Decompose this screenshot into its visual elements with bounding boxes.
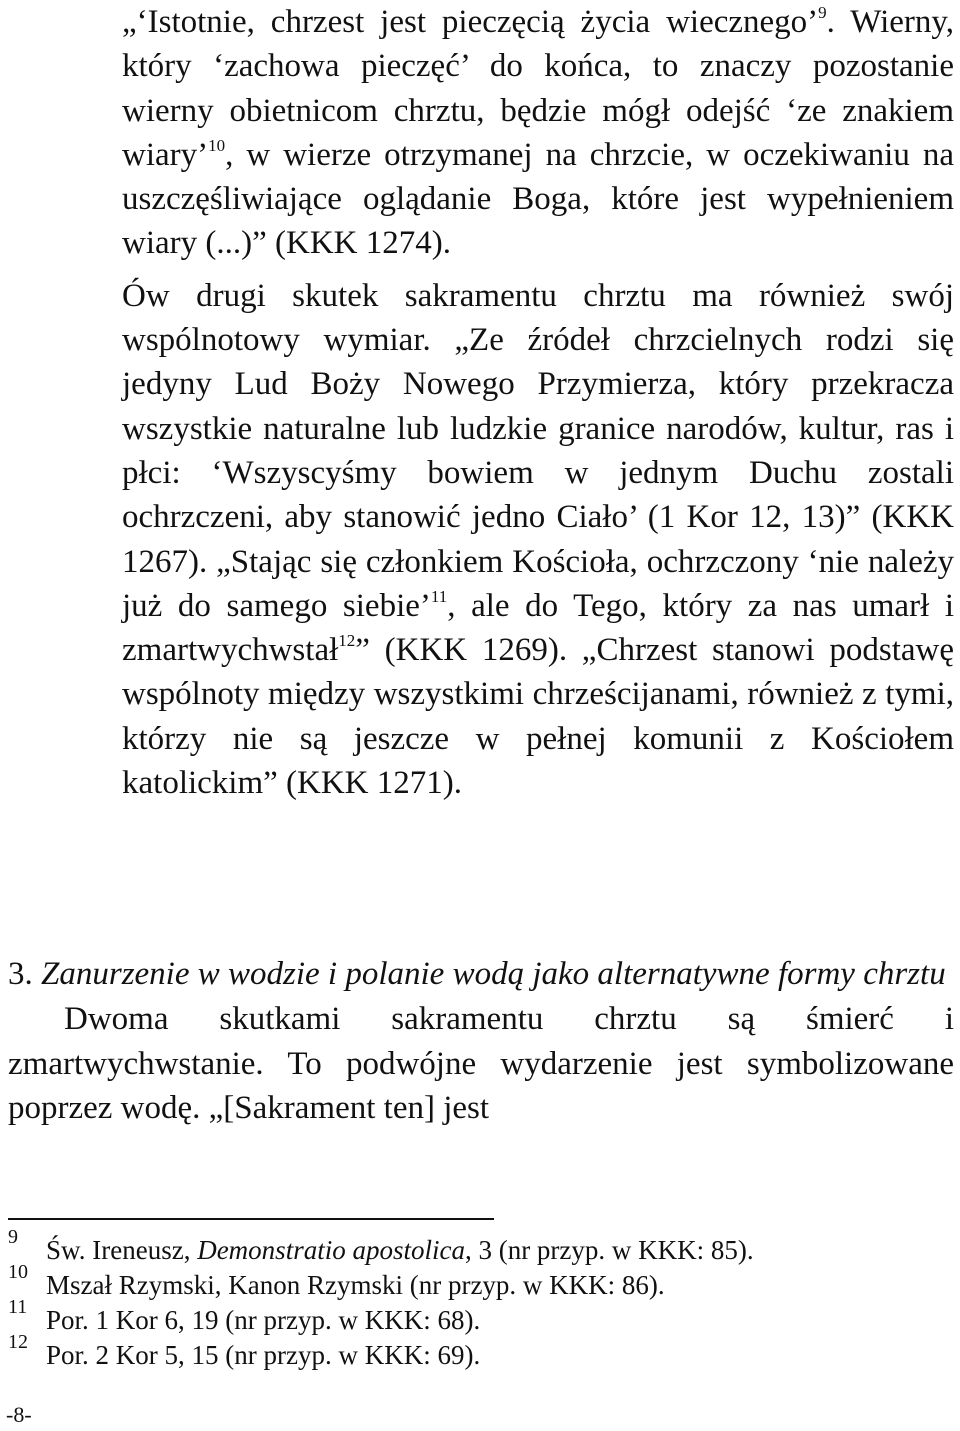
page-number: -8-: [6, 1402, 32, 1427]
footnote-text: Por. 1 Kor 6, 19 (nr przyp. w KKK: 68).: [46, 1305, 481, 1335]
footnote-ref-11: 11: [430, 586, 448, 606]
para1-text-3: , w wierze otrzymanej na chrzcie, w oczekiwaniu na uszczęśliwiające oglądanie Boga, które jest wypełnieniem wiary (...)” (KKK 1274).: [122, 136, 954, 262]
footnote-11: [8, 1296, 948, 1338]
footnote-number: 10: [8, 1261, 28, 1283]
footnote-text-post: , 3 (nr przyp. w KKK: 85).: [464, 1235, 754, 1265]
footnote-text: [46, 1235, 754, 1265]
paragraph-2: [122, 274, 954, 806]
footnote-divider: [8, 1218, 494, 1220]
footnote-number: 12: [8, 1331, 28, 1353]
section-title: Zanurzenie w wodzie i polanie wodą jako alternatywne formy chrztu: [41, 956, 946, 992]
footnotes: [8, 1226, 948, 1373]
main-text: [122, 0, 954, 805]
paragraph-1: [122, 0, 954, 266]
footnote-text: Por. 2 Kor 5, 15 (nr przyp. w KKK: 69).: [46, 1340, 481, 1370]
footnote-number: 11: [8, 1296, 28, 1318]
footnote-12: [8, 1331, 948, 1373]
footnote-ref-10: 10: [208, 135, 226, 155]
section-body: Dwoma skutkami sakramentu chrztu są śmierć i zmartwychwstanie. To podwójne wydarzenie jest symbolizowane poprzez wodę. „[Sakrament ten] jest: [8, 1001, 954, 1126]
footnote-text-italic: Demonstratio apostolica: [197, 1235, 465, 1265]
footnote-ref-12: 12: [338, 631, 356, 651]
section-3: [8, 952, 954, 1130]
footnote-number: 9: [8, 1226, 18, 1248]
para1-text-2: . Wierny, który ‘zachowa pieczęć’ do końca, to znaczy pozostanie wierny obietnicom chrztu, będzie mógł odejść ‘ze znakiem wiary’: [122, 4, 954, 173]
para1-text-1: „‘Istotnie, chrzest jest pieczęcią życia wiecznego’: [122, 4, 819, 40]
footnote-text-pre: Św. Ireneusz,: [46, 1235, 198, 1265]
section-number: 3.: [8, 956, 33, 992]
footnote-9: [8, 1226, 948, 1268]
footnote-text: Mszał Rzymski, Kanon Rzymski (nr przyp. w KKK: 86).: [46, 1270, 665, 1300]
section-heading: [8, 952, 954, 996]
footnote-ref-9: 9: [818, 3, 827, 22]
footnote-10: [8, 1261, 948, 1303]
para2-text-3: ” (KKK 1269). „Chrzest stanowi podstawę wspólnoty między wszystkimi chrześcijanami, również z tymi, którzy nie są jeszcze w pełnej komunii z Kościołem katolickim” (KKK 1271).: [122, 632, 954, 802]
para2-text-2: , ale do Tego, który za nas umarł i zmartwychwstał: [122, 587, 954, 669]
para2-text-1: Ów drugi skutek sakramentu chrztu ma również swój wspólnotowy wymiar. „Ze źródeł chrzcielnych rodzi się jedyny Lud Boży Nowego Przymierza, który przekracza wszystkie naturalne lub ludzkie granice narodów, kultur, ras i płci: ‘Wszyscyśmy bowiem w jednym Duchu zostali ochrzczeni, aby stanowić jedno Ciało’ (1 Kor 12, 13)” (KKK 1267). „Stając się członkiem Kościoła, ochrzczony ‘nie należy już do samego siebie’: [122, 277, 954, 624]
